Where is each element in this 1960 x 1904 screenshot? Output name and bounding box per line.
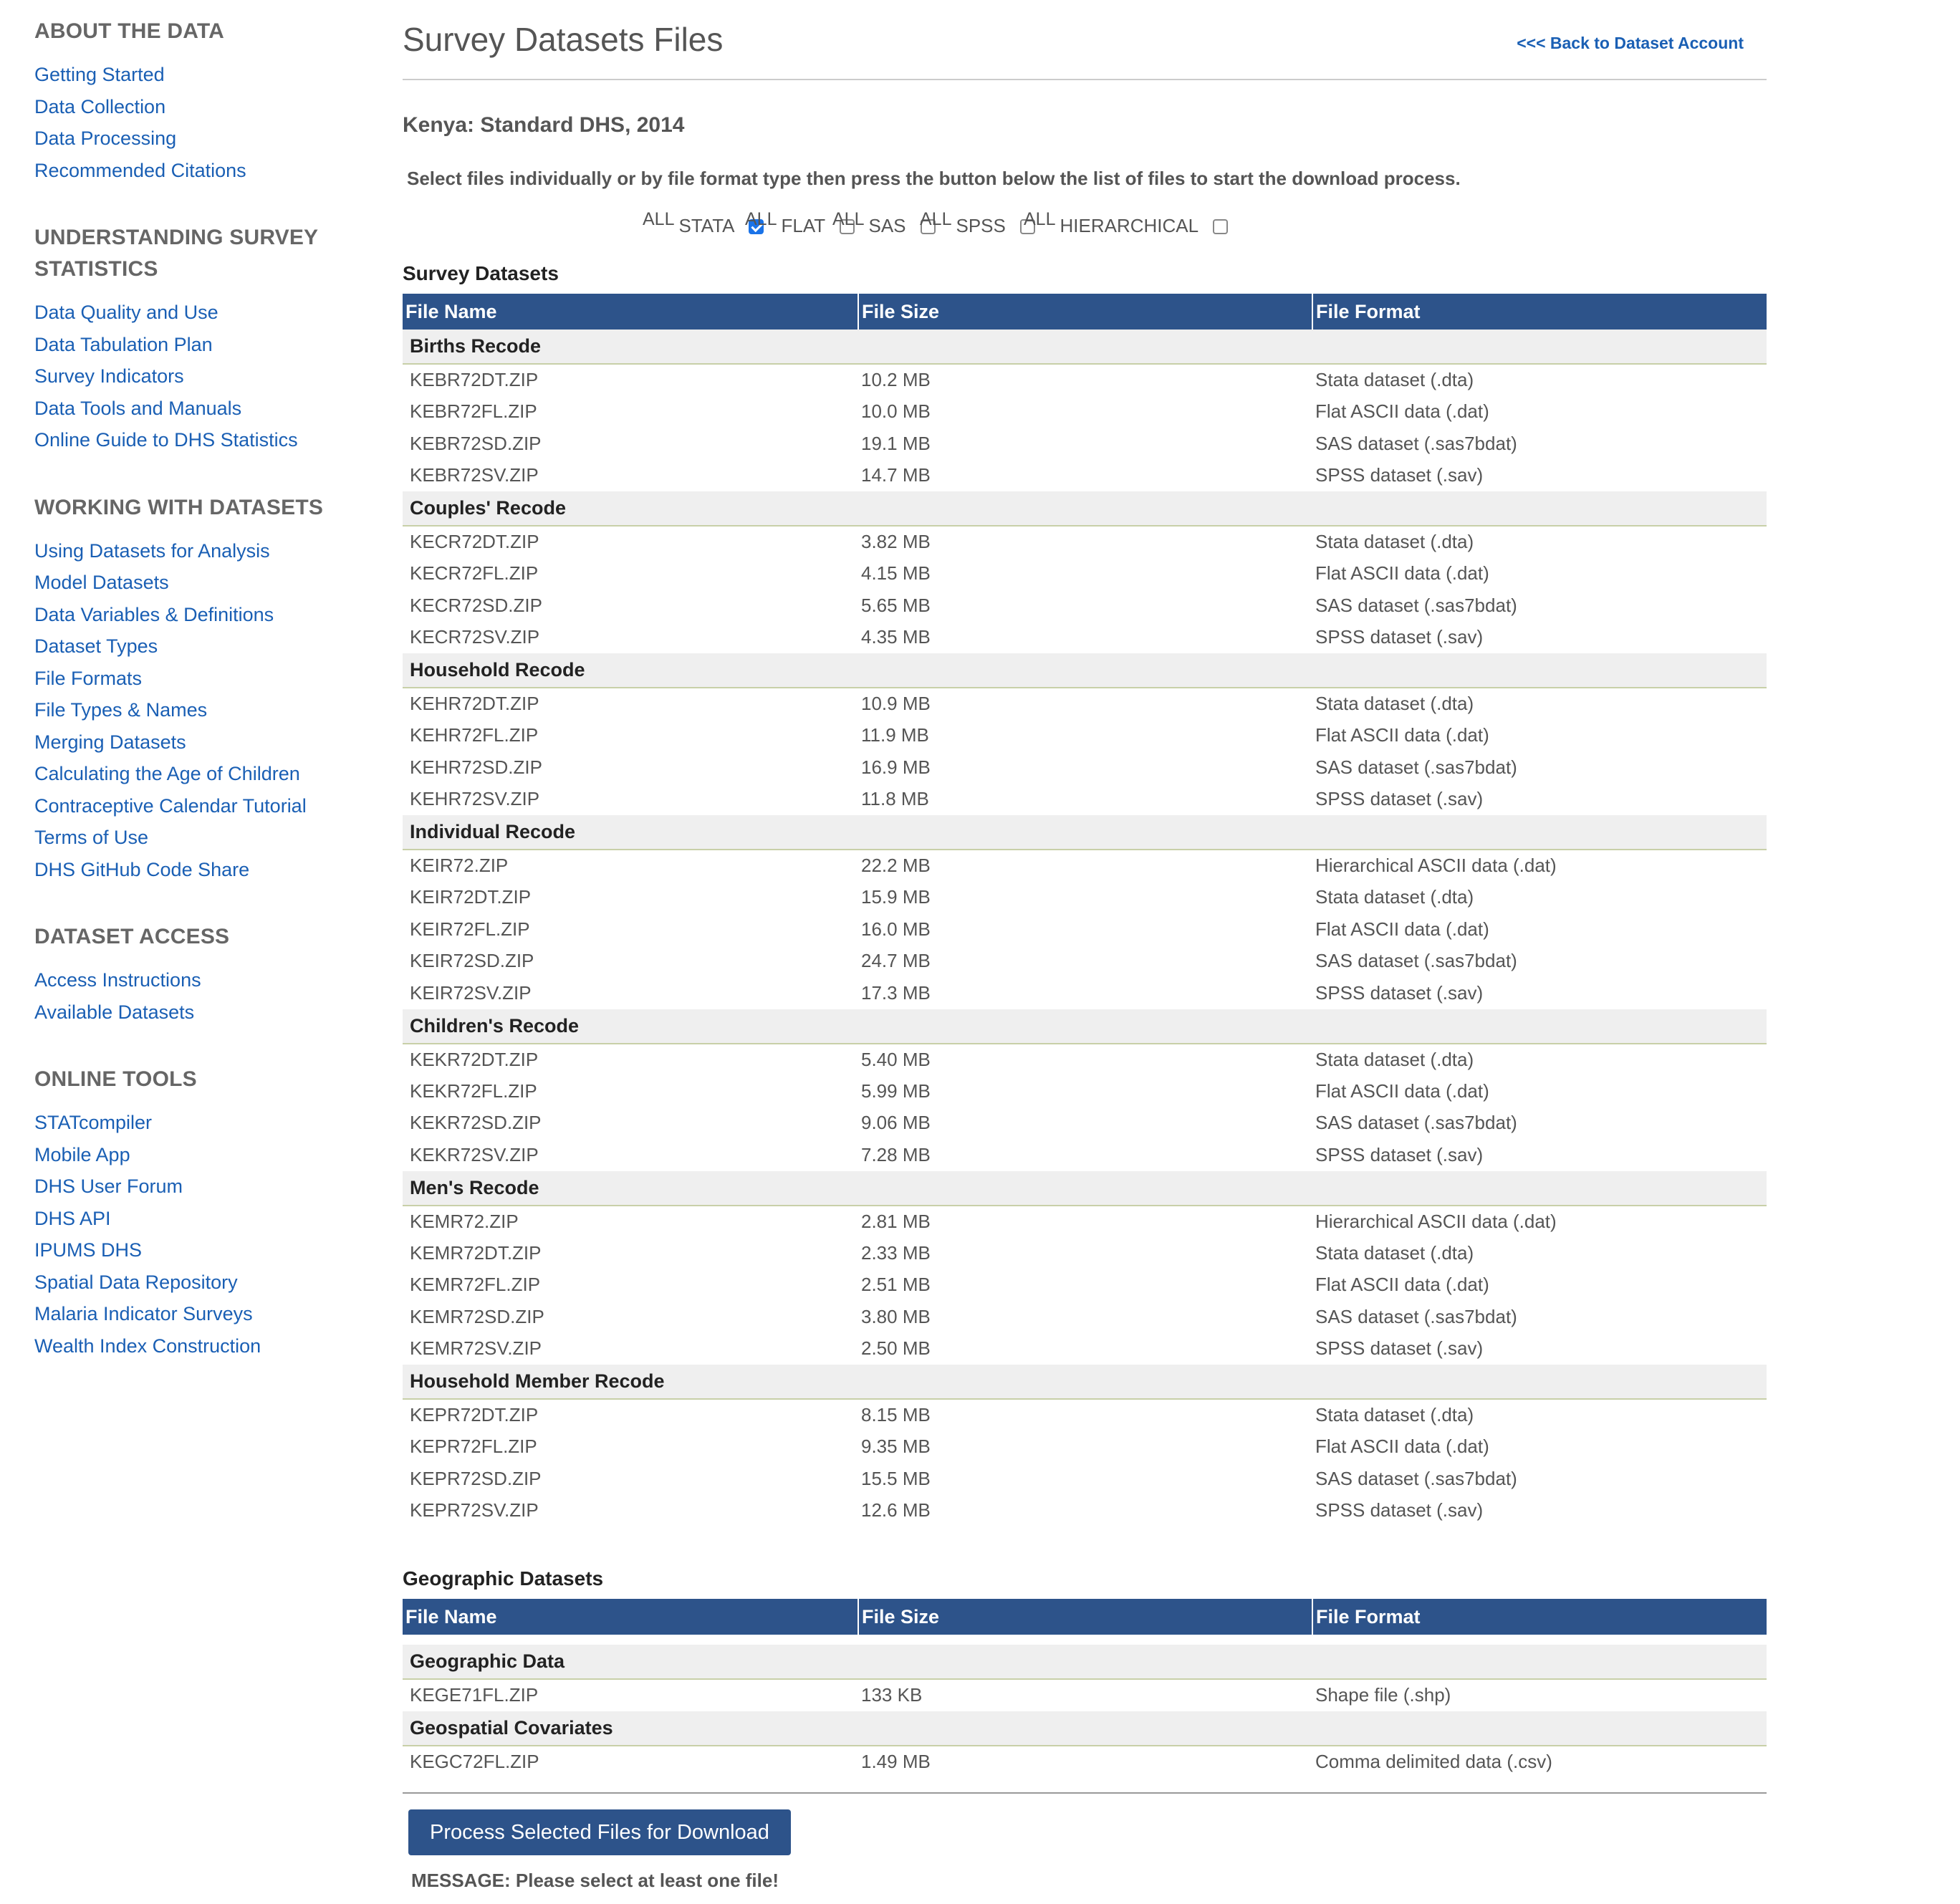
survey-datasets-label: Survey Datasets bbox=[403, 262, 559, 284]
sidebar-section bbox=[34, 16, 350, 186]
file-format: Stata dataset (.dta) bbox=[1315, 693, 1474, 715]
filter-type-label: SPSS bbox=[956, 215, 1006, 236]
sidebar-link[interactable]: Contraceptive Calendar Tutorial bbox=[34, 794, 307, 817]
group-row bbox=[403, 491, 1767, 526]
file-row[interactable] bbox=[403, 1333, 1767, 1365]
file-row[interactable] bbox=[403, 622, 1767, 654]
file-size: 9.35 MB bbox=[861, 1436, 931, 1458]
file-row[interactable] bbox=[403, 913, 1767, 946]
filter-type-label: SAS bbox=[868, 215, 906, 236]
sidebar-link[interactable]: File Types & Names bbox=[34, 699, 208, 721]
file-name[interactable]: KEBR72SD.ZIP bbox=[410, 432, 542, 454]
file-format: Hierarchical ASCII data (.dat) bbox=[1315, 855, 1557, 877]
file-row[interactable] bbox=[403, 428, 1767, 460]
file-name[interactable]: KEHR72SV.ZIP bbox=[410, 788, 540, 810]
bottom-divider bbox=[403, 1792, 1767, 1794]
file-row[interactable] bbox=[403, 590, 1767, 622]
file-format: SAS dataset (.sas7bdat) bbox=[1315, 594, 1517, 616]
file-size: 12.6 MB bbox=[861, 1499, 931, 1521]
file-size: 17.3 MB bbox=[861, 981, 931, 1004]
file-row[interactable] bbox=[403, 1495, 1767, 1527]
file-row[interactable] bbox=[403, 1746, 1767, 1778]
file-size: 19.1 MB bbox=[861, 432, 931, 454]
column-header: File Size bbox=[858, 1599, 1312, 1635]
spacer-row bbox=[403, 1635, 1767, 1645]
sidebar-link[interactable]: Getting Started bbox=[34, 64, 165, 85]
filter-all-label: ALL bbox=[920, 209, 952, 229]
sidebar-link[interactable]: Data Tabulation Plan bbox=[34, 333, 213, 355]
file-row[interactable] bbox=[403, 526, 1767, 558]
filter-all-label: ALL bbox=[643, 209, 675, 229]
sidebar-heading: ABOUT THE DATA bbox=[34, 19, 224, 43]
file-format: Stata dataset (.dta) bbox=[1315, 1048, 1474, 1070]
file-name[interactable]: KEPR72FL.ZIP bbox=[410, 1436, 537, 1458]
survey-datasets-table bbox=[403, 294, 1767, 1526]
sidebar-link[interactable]: Malaria Indicator Surveys bbox=[34, 1303, 253, 1324]
sidebar-heading: WORKING WITH DATASETS bbox=[34, 495, 324, 519]
group-title: Geospatial Covariates bbox=[403, 1711, 1767, 1746]
file-name[interactable]: KEKR72DT.ZIP bbox=[410, 1048, 539, 1070]
file-size: 16.9 MB bbox=[861, 756, 931, 778]
file-size: 22.2 MB bbox=[861, 855, 931, 877]
file-row[interactable] bbox=[403, 850, 1767, 882]
geographic-datasets-table bbox=[403, 1599, 1767, 1777]
file-size: 10.9 MB bbox=[861, 693, 931, 715]
filter-all-label: ALL bbox=[745, 209, 777, 229]
file-size: 4.35 MB bbox=[861, 626, 931, 648]
file-name[interactable]: KEHR72FL.ZIP bbox=[410, 724, 539, 746]
file-size: 24.7 MB bbox=[861, 950, 931, 972]
file-name[interactable]: KEPR72SD.ZIP bbox=[410, 1467, 542, 1489]
file-row[interactable] bbox=[403, 1139, 1767, 1171]
file-name[interactable]: KEBR72SV.ZIP bbox=[410, 464, 539, 486]
file-name[interactable]: KEPR72DT.ZIP bbox=[410, 1404, 539, 1426]
file-row[interactable] bbox=[403, 946, 1767, 978]
file-format: Flat ASCII data (.dat) bbox=[1315, 1436, 1489, 1458]
format-filters bbox=[403, 209, 1767, 238]
file-name[interactable]: KEMR72DT.ZIP bbox=[410, 1241, 542, 1264]
sidebar-link[interactable]: Wealth Index Construction bbox=[34, 1335, 261, 1357]
sidebar-link[interactable]: Available Datasets bbox=[34, 1001, 195, 1023]
sidebar-link[interactable]: Data Variables & Definitions bbox=[34, 603, 274, 625]
spacer-cell bbox=[403, 1635, 1767, 1645]
filter-all-label: ALL bbox=[1024, 209, 1056, 229]
table-header-row bbox=[403, 1599, 1767, 1635]
sidebar-link[interactable]: Spatial Data Repository bbox=[34, 1271, 238, 1293]
file-size: 3.82 MB bbox=[861, 531, 931, 553]
file-size: 16.0 MB bbox=[861, 918, 931, 940]
file-name[interactable]: KEBR72FL.ZIP bbox=[410, 400, 537, 423]
group-title: Children's Recode bbox=[403, 1009, 1767, 1044]
title-divider bbox=[403, 79, 1767, 80]
file-size: 3.80 MB bbox=[861, 1305, 931, 1327]
filter-all-hierarchical[interactable] bbox=[1024, 209, 1228, 237]
file-name[interactable]: KEIR72SV.ZIP bbox=[410, 981, 532, 1004]
file-format: SPSS dataset (.sav) bbox=[1315, 1337, 1484, 1360]
sidebar-link[interactable]: DHS User Forum bbox=[34, 1175, 183, 1197]
file-row[interactable] bbox=[403, 720, 1767, 752]
file-format: SAS dataset (.sas7bdat) bbox=[1315, 756, 1517, 778]
file-size: 1.49 MB bbox=[861, 1750, 931, 1772]
file-format: SPSS dataset (.sav) bbox=[1315, 788, 1484, 810]
file-name[interactable]: KEMR72FL.ZIP bbox=[410, 1274, 541, 1296]
file-name[interactable]: KEKR72FL.ZIP bbox=[410, 1080, 537, 1102]
group-title: Household Recode bbox=[403, 653, 1767, 688]
file-row[interactable] bbox=[403, 1301, 1767, 1333]
sidebar-link[interactable]: Model Datasets bbox=[34, 572, 169, 593]
group-row bbox=[403, 1711, 1767, 1746]
file-row[interactable] bbox=[403, 882, 1767, 914]
file-row[interactable] bbox=[403, 1463, 1767, 1495]
file-size: 7.28 MB bbox=[861, 1143, 931, 1165]
file-format: SAS dataset (.sas7bdat) bbox=[1315, 1112, 1517, 1134]
file-format: Comma delimited data (.csv) bbox=[1315, 1750, 1552, 1772]
group-title: Births Recode bbox=[403, 330, 1767, 364]
file-name[interactable]: KEHR72SD.ZIP bbox=[410, 756, 542, 778]
sidebar-link[interactable]: IPUMS DHS bbox=[34, 1239, 143, 1261]
file-size: 15.9 MB bbox=[861, 886, 931, 908]
sidebar-link[interactable]: Access Instructions bbox=[34, 969, 201, 991]
file-format: Shape file (.shp) bbox=[1315, 1684, 1451, 1706]
file-row[interactable] bbox=[403, 1269, 1767, 1302]
file-name[interactable]: KEPR72SV.ZIP bbox=[410, 1499, 539, 1521]
file-name[interactable]: KECR72SD.ZIP bbox=[410, 594, 542, 616]
file-format: SAS dataset (.sas7bdat) bbox=[1315, 1467, 1517, 1489]
file-size: 9.06 MB bbox=[861, 1112, 931, 1134]
survey-name: Kenya: Standard DHS, 2014 bbox=[403, 113, 685, 137]
column-header: File Format bbox=[1312, 1599, 1767, 1635]
file-name[interactable]: KECR72DT.ZIP bbox=[410, 531, 539, 553]
file-row[interactable] bbox=[403, 1075, 1767, 1107]
group-row bbox=[403, 815, 1767, 850]
file-name[interactable]: KECR72FL.ZIP bbox=[410, 562, 539, 585]
file-name[interactable]: KEGC72FL.ZIP bbox=[410, 1750, 539, 1772]
file-format: SPSS dataset (.sav) bbox=[1315, 1143, 1484, 1165]
file-size: 2.81 MB bbox=[861, 1210, 931, 1232]
file-row[interactable] bbox=[403, 1237, 1767, 1269]
sidebar-link[interactable]: Recommended Citations bbox=[34, 159, 246, 181]
back-to-dataset-account-link[interactable]: <<< Back to Dataset Account bbox=[1517, 34, 1744, 52]
filter-checkbox[interactable] bbox=[1213, 219, 1228, 234]
file-size: 5.40 MB bbox=[861, 1048, 931, 1070]
file-row[interactable] bbox=[403, 688, 1767, 720]
sidebar-link[interactable]: Survey Indicators bbox=[34, 365, 184, 387]
sidebar-link[interactable]: Terms of Use bbox=[34, 827, 149, 848]
file-name[interactable]: KEBR72DT.ZIP bbox=[410, 369, 539, 391]
file-row[interactable] bbox=[403, 1399, 1767, 1431]
file-format: Stata dataset (.dta) bbox=[1315, 531, 1474, 553]
file-row[interactable] bbox=[403, 1107, 1767, 1140]
file-format: Flat ASCII data (.dat) bbox=[1315, 918, 1489, 940]
sidebar-section bbox=[34, 921, 350, 1028]
file-size: 10.2 MB bbox=[861, 369, 931, 391]
sidebar-link[interactable]: Calculating the Age of Children bbox=[34, 763, 300, 784]
file-name[interactable]: KEGE71FL.ZIP bbox=[410, 1684, 539, 1706]
file-format: SPSS dataset (.sav) bbox=[1315, 464, 1484, 486]
file-size: 2.51 MB bbox=[861, 1274, 931, 1296]
filter-type-label: HIERARCHICAL bbox=[1060, 215, 1199, 236]
group-row bbox=[403, 1171, 1767, 1206]
file-format: Flat ASCII data (.dat) bbox=[1315, 400, 1489, 423]
file-name[interactable]: KEHR72DT.ZIP bbox=[410, 693, 539, 715]
group-title: Geographic Data bbox=[403, 1645, 1767, 1679]
file-row[interactable] bbox=[403, 460, 1767, 492]
sidebar-section bbox=[34, 222, 350, 456]
file-format: SPSS dataset (.sav) bbox=[1315, 981, 1484, 1004]
file-row[interactable] bbox=[403, 1431, 1767, 1463]
file-format: SPSS dataset (.sav) bbox=[1315, 626, 1484, 648]
sidebar-link[interactable]: File Formats bbox=[34, 667, 143, 689]
sidebar-link[interactable]: Merging Datasets bbox=[34, 731, 186, 753]
file-size: 133 KB bbox=[861, 1684, 923, 1706]
filter-all-spss[interactable] bbox=[920, 209, 1035, 237]
file-row[interactable] bbox=[403, 1044, 1767, 1076]
group-row bbox=[403, 1645, 1767, 1679]
table-header-row bbox=[403, 294, 1767, 330]
file-row[interactable] bbox=[403, 977, 1767, 1009]
file-size: 10.0 MB bbox=[861, 400, 931, 423]
file-format: Hierarchical ASCII data (.dat) bbox=[1315, 1210, 1557, 1232]
file-format: Stata dataset (.dta) bbox=[1315, 369, 1474, 391]
sidebar-link[interactable]: DHS GitHub Code Share bbox=[34, 858, 250, 880]
file-size: 2.50 MB bbox=[861, 1337, 931, 1360]
file-format: Flat ASCII data (.dat) bbox=[1315, 562, 1489, 585]
sidebar-section bbox=[34, 1064, 350, 1362]
file-format: SAS dataset (.sas7bdat) bbox=[1315, 432, 1517, 454]
file-row[interactable] bbox=[403, 396, 1767, 428]
sidebar-link[interactable]: DHS API bbox=[34, 1207, 111, 1229]
filter-type-label: STATA bbox=[678, 215, 735, 236]
file-name[interactable]: KEMR72.ZIP bbox=[410, 1210, 519, 1232]
file-format: Stata dataset (.dta) bbox=[1315, 1404, 1474, 1426]
file-format: SAS dataset (.sas7bdat) bbox=[1315, 950, 1517, 972]
file-size: 2.33 MB bbox=[861, 1241, 931, 1264]
group-title: Household Member Recode bbox=[403, 1365, 1767, 1399]
column-header: File Format bbox=[1312, 294, 1767, 330]
sidebar-link[interactable]: Using Datasets for Analysis bbox=[34, 539, 270, 562]
file-name[interactable]: KEIR72SD.ZIP bbox=[410, 950, 534, 972]
file-name[interactable]: KEKR72SV.ZIP bbox=[410, 1143, 539, 1165]
file-format: SAS dataset (.sas7bdat) bbox=[1315, 1305, 1517, 1327]
sidebar-nav bbox=[34, 16, 350, 1398]
file-format: Stata dataset (.dta) bbox=[1315, 1241, 1474, 1264]
filter-all-label: ALL bbox=[832, 209, 865, 229]
column-header: File Name bbox=[403, 1599, 858, 1635]
instructions-text: Select files individually or by file format type then press the button below the list of files to start the download process. bbox=[407, 168, 1461, 189]
sidebar-link[interactable]: Data Quality and Use bbox=[34, 302, 218, 323]
file-name[interactable]: KEKR72SD.ZIP bbox=[410, 1112, 542, 1134]
file-format: Stata dataset (.dta) bbox=[1315, 886, 1474, 908]
group-row bbox=[403, 1365, 1767, 1399]
file-row[interactable] bbox=[403, 784, 1767, 816]
file-name[interactable]: KEMR72SV.ZIP bbox=[410, 1337, 542, 1360]
process-download-button[interactable]: Process Selected Files for Download bbox=[408, 1809, 791, 1855]
file-format: SPSS dataset (.sav) bbox=[1315, 1499, 1484, 1521]
file-row[interactable] bbox=[403, 751, 1767, 784]
file-row[interactable] bbox=[403, 1679, 1767, 1711]
status-message: MESSAGE: Please select at least one file! bbox=[411, 1870, 779, 1891]
file-size: 11.9 MB bbox=[861, 724, 929, 746]
file-name[interactable]: KEMR72SD.ZIP bbox=[410, 1305, 544, 1327]
file-size: 8.15 MB bbox=[861, 1404, 931, 1426]
file-size: 5.65 MB bbox=[861, 594, 931, 616]
group-row bbox=[403, 330, 1767, 364]
file-size: 11.8 MB bbox=[861, 788, 929, 810]
file-name[interactable]: KEIR72.ZIP bbox=[410, 855, 509, 877]
sidebar-heading: UNDERSTANDING SURVEY STATISTICS bbox=[34, 226, 318, 281]
sidebar-link[interactable]: Mobile App bbox=[34, 1143, 130, 1165]
group-title: Men's Recode bbox=[403, 1171, 1767, 1206]
sidebar-link[interactable]: STATcompiler bbox=[34, 1112, 153, 1133]
file-size: 4.15 MB bbox=[861, 562, 931, 585]
file-size: 5.99 MB bbox=[861, 1080, 931, 1102]
file-format: Flat ASCII data (.dat) bbox=[1315, 1080, 1489, 1102]
group-row bbox=[403, 653, 1767, 688]
sidebar-link[interactable]: Data Collection bbox=[34, 95, 166, 117]
sidebar-section bbox=[34, 492, 350, 886]
sidebar-link[interactable]: Data Tools and Manuals bbox=[34, 397, 242, 419]
file-row[interactable] bbox=[403, 1206, 1767, 1238]
file-format: Flat ASCII data (.dat) bbox=[1315, 724, 1489, 746]
group-row bbox=[403, 1009, 1767, 1044]
file-size: 15.5 MB bbox=[861, 1467, 931, 1489]
column-header: File Name bbox=[403, 294, 858, 330]
file-row[interactable] bbox=[403, 558, 1767, 590]
sidebar-link[interactable]: Data Processing bbox=[34, 128, 177, 149]
column-header: File Size bbox=[858, 294, 1312, 330]
sidebar-heading: DATASET ACCESS bbox=[34, 925, 230, 948]
file-size: 14.7 MB bbox=[861, 464, 931, 486]
file-name[interactable]: KEIR72DT.ZIP bbox=[410, 886, 532, 908]
file-row[interactable] bbox=[403, 364, 1767, 396]
page-title: Survey Datasets Files bbox=[403, 21, 724, 58]
file-name[interactable]: KECR72SV.ZIP bbox=[410, 626, 540, 648]
group-title: Couples' Recode bbox=[403, 491, 1767, 526]
sidebar-heading: ONLINE TOOLS bbox=[34, 1067, 197, 1091]
file-name[interactable]: KEIR72FL.ZIP bbox=[410, 918, 530, 940]
group-title: Individual Recode bbox=[403, 815, 1767, 850]
sidebar-link[interactable]: Online Guide to DHS Statistics bbox=[34, 429, 298, 451]
geographic-datasets-label: Geographic Datasets bbox=[403, 1567, 604, 1590]
sidebar-link[interactable]: Dataset Types bbox=[34, 635, 158, 657]
file-format: Flat ASCII data (.dat) bbox=[1315, 1274, 1489, 1296]
filter-type-label: FLAT bbox=[781, 215, 826, 236]
